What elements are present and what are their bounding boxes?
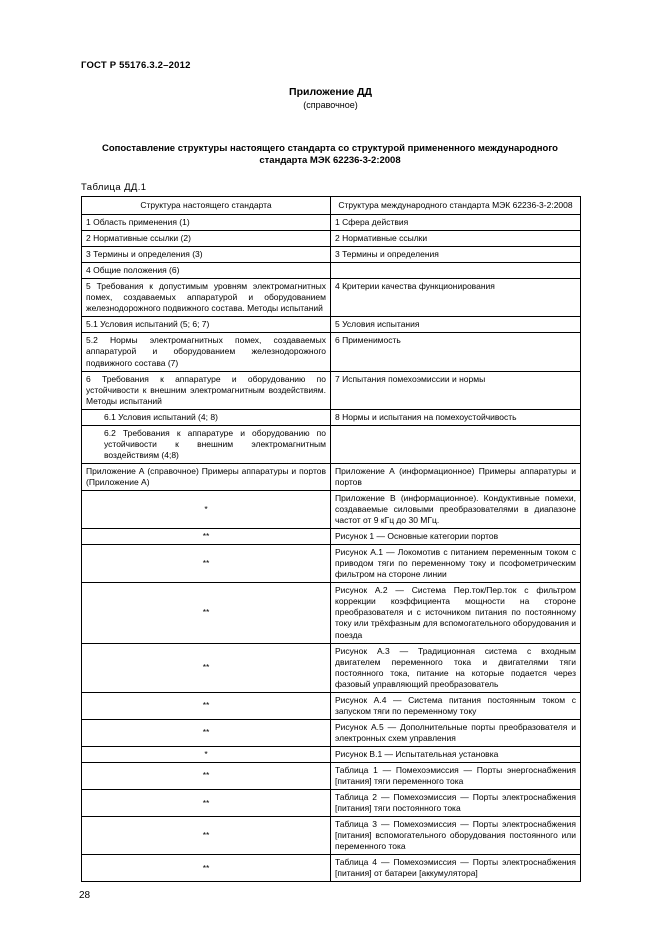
left-cell: 5.1 Условия испытаний (5; 6; 7) xyxy=(82,317,331,333)
table-row xyxy=(82,545,581,583)
left-cell: 5.2 Нормы электромагнитных помех, создаваемых аппаратурой и оборудованием железнодорожного подвижного состава (7) xyxy=(82,333,331,371)
right-cell: Рисунок А.2 — Система Пер.ток/Пер.ток с фильтром коррекции коэффициента мощности на стороне преобразователя и с источником питания по постоянному току или трёхфазным для вспомогательного оборудования и поезда xyxy=(331,583,581,643)
right-cell: 6 Применимость xyxy=(331,333,581,371)
right-cell: 3 Термины и определения xyxy=(331,247,581,263)
table-row xyxy=(82,490,581,528)
left-cell: ** xyxy=(82,692,331,719)
right-cell: Приложение А (информационное) Примеры аппаратуры и портов xyxy=(331,463,581,490)
right-cell: Таблица 3 — Помехоэмиссия — Порты электроснабжения [питания] вспомогательного оборудования постоянного или переменного тока xyxy=(331,817,581,855)
table-row xyxy=(82,719,581,746)
right-cell: Таблица 1 — Помехоэмиссия — Порты энергоснабжения [питания] тяги переменного тока xyxy=(331,762,581,789)
left-cell: * xyxy=(82,746,331,762)
left-cell: ** xyxy=(82,545,331,583)
left-cell: ** xyxy=(82,762,331,789)
table-row xyxy=(82,279,581,317)
right-cell xyxy=(331,263,581,279)
table-row xyxy=(82,790,581,817)
left-cell: 5 Требования к допустимым уровням электромагнитных помех, создаваемых аппаратурой и оборудованием железнодорожного подвижного состава. Методы испытаний xyxy=(82,279,331,317)
table-row xyxy=(82,215,581,231)
right-cell: 1 Сфера действия xyxy=(331,215,581,231)
table-caption: Таблица ДД.1 xyxy=(81,182,147,193)
table-row xyxy=(82,317,581,333)
annex-type-note: (справочное) xyxy=(303,100,358,110)
table-row xyxy=(82,583,581,643)
left-cell: 2 Нормативные ссылки (2) xyxy=(82,231,331,247)
comparison-heading: Сопоставление структуры настоящего стандарта со структурой примененного международного стандарта МЭК 62236-3-2:2008 xyxy=(102,143,558,167)
right-cell: 2 Нормативные ссылки xyxy=(331,231,581,247)
left-cell: ** xyxy=(82,719,331,746)
right-cell: Приложение В (информационное). Кондуктивные помехи, создаваемые силовыми преобразователями в диапазоне частот от 9 кГц до 30 МГц. xyxy=(331,490,581,528)
left-cell: 6.1 Условия испытаний (4; 8) xyxy=(82,409,331,425)
left-cell: ** xyxy=(82,643,331,692)
right-cell: Рисунок А.1 — Локомотив с питанием переменным током с приводом тяги по переменному току и псофометрическим фильтром на стороне линии xyxy=(331,545,581,583)
annex-title: Приложение ДД xyxy=(289,86,372,98)
column-header-left: Структура настоящего стандарта xyxy=(82,197,331,215)
right-cell: 5 Условия испытания xyxy=(331,317,581,333)
table-row xyxy=(82,692,581,719)
right-cell: Рисунок А.3 — Традиционная система с входным двигателем переменного тока и двигателями тяги постоянного тока, питание на которые подается через фазовый управляющий преобразователь xyxy=(331,643,581,692)
table-row xyxy=(82,333,581,371)
table-row xyxy=(82,855,581,882)
table-row xyxy=(82,425,581,463)
table-row xyxy=(82,409,581,425)
right-cell: Рисунок А.4 — Система питания постоянным током с запуском тяги по переменному току xyxy=(331,692,581,719)
table-row xyxy=(82,529,581,545)
right-cell xyxy=(331,425,581,463)
table-row xyxy=(82,817,581,855)
left-cell: 1 Область применения (1) xyxy=(82,215,331,231)
left-cell: 6.2 Требования к аппаратуре и оборудованию по устойчивости к внешним электромагнитным воздействиям (4;8) xyxy=(82,425,331,463)
table-row xyxy=(82,463,581,490)
right-cell: 4 Критерии качества функционирования xyxy=(331,279,581,317)
table-row xyxy=(82,762,581,789)
table-header-row xyxy=(82,197,581,215)
left-cell: ** xyxy=(82,583,331,643)
comparison-table-body xyxy=(82,215,581,882)
left-cell: 4 Общие положения (6) xyxy=(82,263,331,279)
table-row xyxy=(82,231,581,247)
left-cell: * xyxy=(82,490,331,528)
column-header-right: Структура международного стандарта МЭК 62236-3-2:2008 xyxy=(331,197,581,215)
page-number: 28 xyxy=(79,890,91,901)
standard-number: ГОСТ Р 55176.3.2–2012 xyxy=(81,60,191,71)
left-cell: ** xyxy=(82,529,331,545)
left-cell: 6 Требования к аппаратуре и оборудованию по устойчивости к внешним электромагнитным воздействиям. Методы испытаний xyxy=(82,371,331,409)
right-cell: 7 Испытания помехоэмиссии и нормы xyxy=(331,371,581,409)
table-row xyxy=(82,371,581,409)
right-cell: Таблица 4 — Помехоэмиссия — Порты электроснабжения [питания] от батареи [аккумулятора] xyxy=(331,855,581,882)
left-cell: ** xyxy=(82,790,331,817)
right-cell: Рисунок В.1 — Испытательная установка xyxy=(331,746,581,762)
table-row xyxy=(82,247,581,263)
comparison-table xyxy=(81,196,581,882)
right-cell: Таблица 2 — Помехоэмиссия — Порты электроснабжения [питания] тяги постоянного тока xyxy=(331,790,581,817)
left-cell: ** xyxy=(82,817,331,855)
table-row xyxy=(82,263,581,279)
left-cell: Приложение А (справочное) Примеры аппаратуры и портов (Приложение А) xyxy=(82,463,331,490)
table-row xyxy=(82,643,581,692)
right-cell: Рисунок 1 — Основные категории портов xyxy=(331,529,581,545)
left-cell: 3 Термины и определения (3) xyxy=(82,247,331,263)
table-row xyxy=(82,746,581,762)
right-cell: Рисунок А.5 — Дополнительные порты преобразователя и электронных схем управления xyxy=(331,719,581,746)
right-cell: 8 Нормы и испытания на помехоустойчивость xyxy=(331,409,581,425)
left-cell: ** xyxy=(82,855,331,882)
